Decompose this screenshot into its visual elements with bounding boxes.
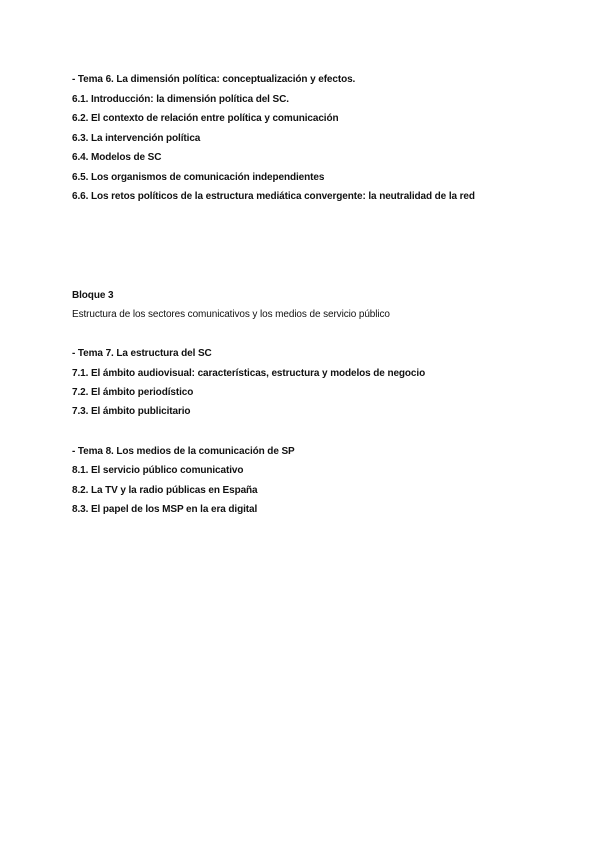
tema8-item-3: 8.3. El papel de los MSP en la era digital — [72, 504, 258, 515]
tema6-item-2: 6.2. El contexto de relación entre política y comunicación — [72, 113, 339, 124]
tema6-item-6: 6.6. Los retos políticos de la estructura mediática convergente: la neutralidad de la red — [72, 191, 475, 202]
tema7-heading: - Tema 7. La estructura del SC — [72, 348, 212, 359]
tema7-item-3: 7.3. El ámbito publicitario — [72, 406, 191, 417]
tema6-item-1: 6.1. Introducción: la dimensión política del SC. — [72, 94, 289, 105]
tema8-heading: - Tema 8. Los medios de la comunicación de SP — [72, 446, 295, 457]
tema7-item-2: 7.2. El ámbito periodístico — [72, 387, 194, 398]
tema8-item-1: 8.1. El servicio público comunicativo — [72, 465, 244, 476]
tema6-item-4: 6.4. Modelos de SC — [72, 152, 162, 163]
tema6-heading: - Tema 6. La dimensión política: conceptualización y efectos. — [72, 74, 356, 85]
bloque3-subtitle: Estructura de los sectores comunicativos y los medios de servicio público — [72, 309, 390, 320]
tema6-item-3: 6.3. La intervención política — [72, 133, 201, 144]
tema7-item-1: 7.1. El ámbito audiovisual: características, estructura y modelos de negocio — [72, 368, 426, 379]
tema8-item-2: 8.2. La TV y la radio públicas en España — [72, 485, 258, 496]
tema6-item-5: 6.5. Los organismos de comunicación independientes — [72, 172, 325, 183]
bloque3-title: Bloque 3 — [72, 290, 114, 301]
